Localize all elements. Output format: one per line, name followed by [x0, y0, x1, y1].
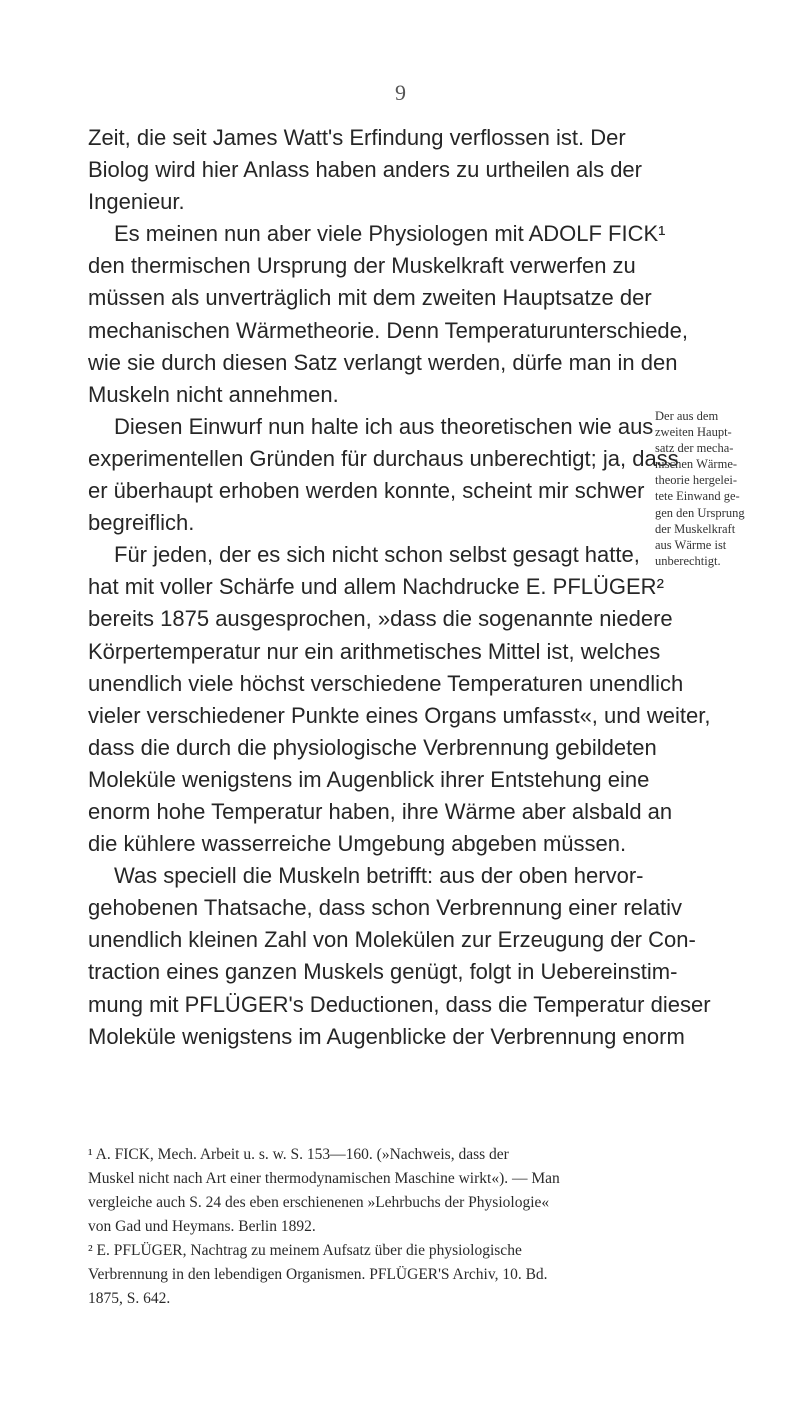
- body-line: müssen als unverträglich mit dem zweiten Hauptsatze der: [88, 285, 652, 311]
- margin-note: [655, 408, 801, 569]
- body-line: Für jeden, der es sich nicht schon selbst gesagt hatte,: [114, 542, 640, 568]
- footnote-line: Muskel nicht nach Art einer thermodynamischen Maschine wirkt«). — Man: [88, 1170, 560, 1187]
- body-line: traction eines ganzen Muskels genügt, folgt in Uebereinstim-: [88, 959, 678, 985]
- body-line: Ingenieur.: [88, 189, 185, 215]
- body-line: Was speciell die Muskeln betrifft: aus der oben hervor-: [114, 863, 644, 889]
- body-line: den thermischen Ursprung der Muskelkraft verwerfen zu: [88, 253, 636, 279]
- body-line: wie sie durch diesen Satz verlangt werden, dürfe man in den: [88, 349, 678, 375]
- footnote-line: ² E. PFLÜGER, Nachtrag zu meinem Aufsatz über die physiologische: [88, 1242, 522, 1259]
- body-line: gehobenen Thatsache, dass schon Verbrennung einer relativ: [88, 895, 683, 921]
- body-line: mechanischen Wärmetheorie. Denn Temperaturunterschiede,: [88, 317, 689, 343]
- margin-note-line: theorie hergelei-: [655, 473, 738, 488]
- margin-note-line: satz der mecha-: [655, 441, 734, 456]
- footnote-line: 1875, S. 642.: [88, 1290, 171, 1307]
- body-line: Biolog wird hier Anlass haben anders zu urtheilen als der: [88, 157, 642, 183]
- body-line: bereits 1875 ausgesprochen, »dass die sogenannte niedere: [88, 606, 673, 632]
- body-line: Es meinen nun aber viele Physiologen mit ADOLF FICK¹: [114, 221, 666, 247]
- footnote-line: von Gad und Heymans. Berlin 1892.: [88, 1218, 316, 1235]
- page-number: 9: [395, 80, 406, 105]
- footnotes: [88, 1143, 698, 1311]
- margin-note-line: zweiten Haupt-: [655, 425, 732, 440]
- body-line: hat mit voller Schärfe und allem Nachdrucke E. PFLÜGER²: [88, 574, 664, 600]
- body-line: Moleküle wenigstens im Augenblicke der Verbrennung enorm: [88, 1023, 685, 1049]
- body-line: er überhaupt erhoben werden konnte, scheint mir schwer: [88, 478, 645, 504]
- body-line: vieler verschiedener Punkte eines Organs umfasst«, und weiter,: [88, 702, 711, 728]
- body-line: enorm hohe Temperatur haben, ihre Wärme aber alsbald an: [88, 798, 673, 824]
- margin-note-line: der Muskelkraft: [655, 521, 736, 536]
- body-line: die kühlere wasserreiche Umgebung abgeben müssen.: [88, 831, 627, 857]
- body-line: Zeit, die seit James Watt's Erfindung verflossen ist. Der: [88, 125, 626, 150]
- margin-note-line: aus Wärme ist: [655, 537, 727, 552]
- body-line: Diesen Einwurf nun halte ich aus theoretischen wie aus: [114, 413, 654, 439]
- body-line: begreiflich.: [88, 510, 195, 536]
- body-line: Muskeln nicht annehmen.: [88, 381, 339, 407]
- body-line: unendlich kleinen Zahl von Molekülen zur Erzeugung der Con-: [88, 927, 696, 953]
- margin-note-line: gen den Ursprung: [655, 505, 745, 520]
- margin-note-line: unberechtigt.: [655, 553, 721, 568]
- footnote-line: Verbrennung in den lebendigen Organismen. PFLÜGER'S Archiv, 10. Bd.: [88, 1266, 548, 1283]
- margin-note-line: tete Einwand ge-: [655, 489, 740, 504]
- margin-note-line: Der aus dem: [655, 409, 719, 423]
- body-line: Moleküle wenigstens im Augenblick ihrer Entstehung eine: [88, 766, 650, 792]
- margin-note-line: nischen Wärme-: [655, 457, 738, 472]
- body-line: Körpertemperatur nur ein arithmetisches Mittel ist, welches: [88, 638, 661, 664]
- footnote-line: vergleiche auch S. 24 des eben erschienenen »Lehrbuchs der Physiologie«: [88, 1194, 550, 1211]
- body-line: mung mit PFLÜGER's Deductionen, dass die Temperatur dieser: [88, 991, 711, 1017]
- body-line: unendlich viele höchst verschiedene Temperaturen unendlich: [88, 670, 684, 696]
- footnote-line: ¹ A. FICK, Mech. Arbeit u. s. w. S. 153—160. (»Nachweis, dass der: [88, 1146, 509, 1163]
- body-line: dass die durch die physiologische Verbrennung gebildeten: [88, 734, 657, 760]
- body-line: experimentellen Gründen für durchaus unberechtigt; ja, dass: [88, 445, 679, 471]
